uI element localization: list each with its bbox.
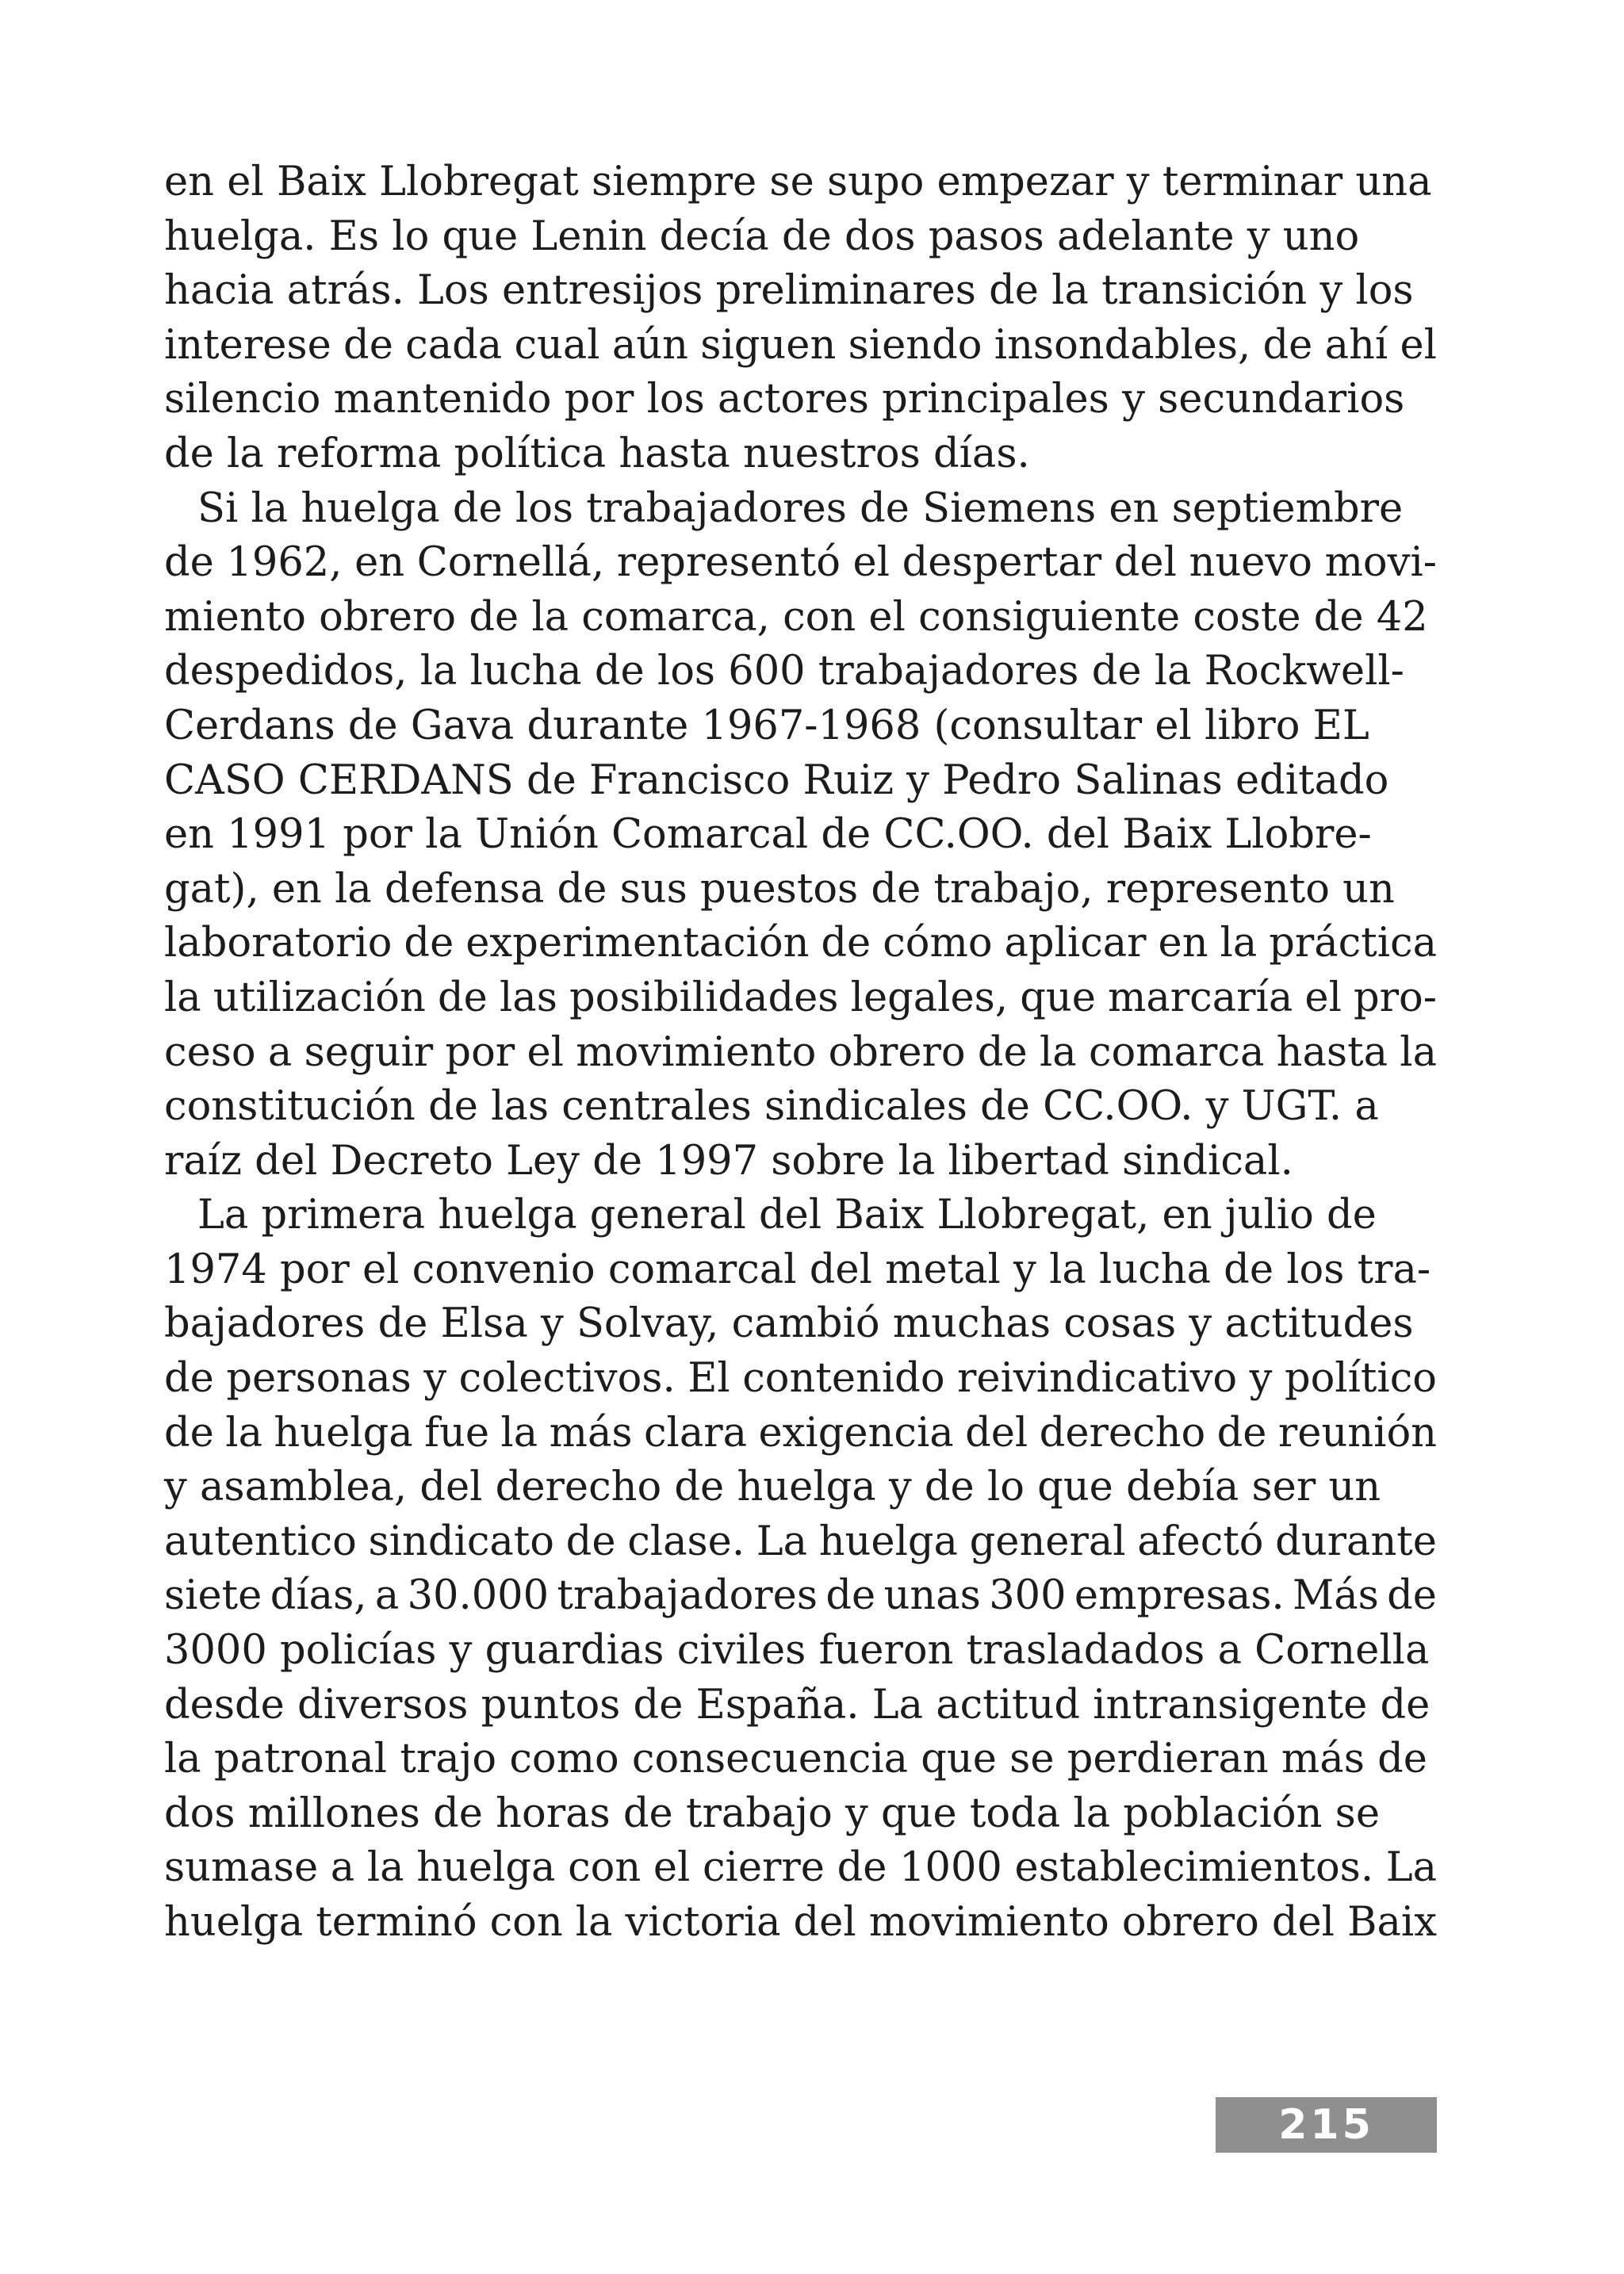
text-line: de la huelga fue la más clara exigencia del derecho de reunión xyxy=(164,1409,1437,1457)
text-line: CASO CERDANS de Francisco Ruiz y Pedro Salinas editado xyxy=(164,756,1389,804)
text-line: la patronal trajo como consecuencia que se perdieran más de xyxy=(164,1736,1427,1783)
text-line: raíz del Decreto Ley de 1997 sobre la libertad sindical. xyxy=(164,1137,1293,1185)
text-line: huelga. Es lo que Lenin decía de dos pasos adelante y uno xyxy=(164,212,1360,260)
text-line: de personas y colectivos. El contenido reivindicativo y político xyxy=(164,1355,1437,1403)
text-line: y asamblea, del derecho de huelga y de lo que debía ser un xyxy=(164,1464,1381,1511)
text-line: en el Baix Llobregat siempre se supo empezar y terminar una xyxy=(164,159,1432,205)
page-number-badge xyxy=(1216,2097,1437,2153)
text-line: sumase a la huelga con el cierre de 1000 establecimientos. La xyxy=(164,1844,1437,1892)
text-line: desde diversos puntos de España. La actitud intransigente de xyxy=(164,1681,1431,1728)
text-line: constitución de las centrales sindicales de CC.OO. y UGT. a xyxy=(164,1083,1379,1131)
page-number: 215 xyxy=(1278,2101,1374,2149)
text-line: la utilización de las posibilidades legales, que marcaría el pro- xyxy=(164,974,1437,1021)
text-line: interese de cada cual aún siguen siendo insondables, de ahí el xyxy=(164,321,1437,369)
body-text xyxy=(164,155,1437,1951)
text-line: dos millones de horas de trabajo y que toda la población se xyxy=(164,1790,1381,1837)
text-line: de 1962, en Cornellá, representó el despertar del nuevo movi- xyxy=(164,539,1437,587)
text-line: La primera huelga general del Baix Llobregat, en julio de xyxy=(197,1192,1377,1239)
text-line: Cerdans de Gava durante 1967-1968 (consultar el libro EL xyxy=(164,702,1369,749)
text-line: huelga terminó con la victoria del movimiento obrero del Baix xyxy=(164,1899,1437,1946)
text-line: de la reforma política hasta nuestros días. xyxy=(164,430,1030,477)
text-line: en 1991 por la Unión Comarcal de CC.OO. del Baix Llobre- xyxy=(164,811,1372,859)
text-line: bajadores de Elsa y Solvay, cambió muchas cosas y actitudes xyxy=(164,1300,1414,1348)
text-line: silencio mantenido por los actores principales y secundarios xyxy=(164,376,1405,423)
text-line: siete días, a 30.000 trabajadores de unas 300 empresas. Más de xyxy=(164,1572,1437,1620)
text-line: gat), en la defensa de sus puestos de trabajo, represento un xyxy=(164,865,1395,913)
text-line: Si la huelga de los trabajadores de Siemens en septiembre xyxy=(197,484,1404,532)
text-line: miento obrero de la comarca, con el consiguiente coste de 42 xyxy=(164,593,1428,641)
text-line: laboratorio de experimentación de cómo aplicar en la práctica xyxy=(164,920,1437,967)
text-line: autentico sindicato de clase. La huelga general afectó durante xyxy=(164,1518,1437,1565)
text-line: ceso a seguir por el movimiento obrero de la comarca hasta la xyxy=(164,1028,1437,1076)
text-line: 3000 policías y guardias civiles fueron trasladados a Cornella xyxy=(164,1627,1430,1675)
text-line: despedidos, la lucha de los 600 trabajadores de la Rockwell- xyxy=(164,648,1404,695)
text-line: 1974 por el convenio comarcal del metal y la lucha de los tra- xyxy=(164,1246,1431,1293)
text-line: hacia atrás. Los entresijos preliminares de la transición y los xyxy=(164,267,1414,315)
